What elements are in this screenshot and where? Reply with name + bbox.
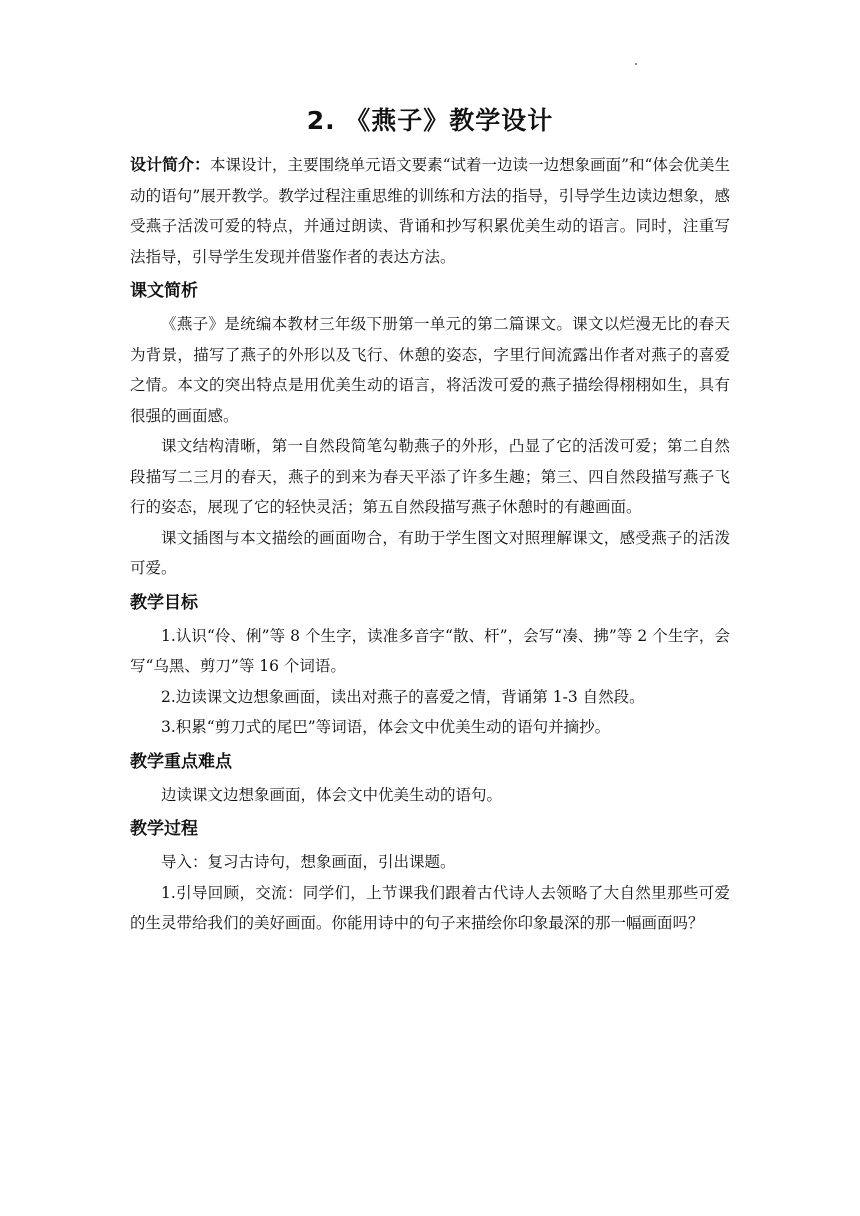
goal-item: 2.边读课文边想象画面，读出对燕子的喜爱之情，背诵第 1-3 自然段。 — [161, 687, 645, 706]
goal-item: 3.积累“剪刀式的尾巴”等词语，体会文中优美生动的语句并摘抄。 — [161, 718, 611, 736]
intro-label: 设计简介： — [130, 155, 211, 174]
process-paragraph: 导入：复习古诗句，想象画面，引出课题。 — [161, 853, 456, 871]
goal-item: 1.认识“伶、俐”等 8 个生字，读准多音字“散、杆”，会写“凑、拂”等 2 个生字，会写“乌黑、剪刀”等 16 个词语。 — [130, 626, 730, 675]
corner-dot — [635, 63, 637, 65]
process-paragraph: 1.引导回顾，交流：同学们，上节课我们跟着古代诗人去领略了大自然里那些可爱的生灵带给我们的美好画面。你能用诗中的句子来描绘你印象最深的那一幅画面吗？ — [130, 883, 730, 932]
analysis-paragraph: 《燕子》是统编本教材三年级下册第一单元的第二篇课文。课文以烂漫无比的春天为背景，描写了燕子的外形以及飞行、休憩的姿态，字里行间流露出作者对燕子的喜爱之情。本文的突出特点是用优美生动的语言，将活泼可爱的燕子描绘得栩栩如生，具有很强的画面感。 — [130, 315, 730, 425]
analysis-paragraph: 课文插图与本文描绘的画面吻合，有助于学生图文对照理解课文，感受燕子的活泼可爱。 — [130, 528, 730, 577]
document-body — [130, 150, 730, 939]
intro-text: 本课设计，主要围绕单元语文要素“试着一边读一边想象画面”和“体会优美生动的语句”展开教学。教学过程注重思维的训练和方法的指导，引导学生边读边想象，感受燕子活泼可爱的特点，并通过朗读、背诵和抄写积累优美生动的语言。同时，注重写法指导，引导学生发现并借鉴作者的表达方法。 — [130, 156, 730, 266]
keypoints-heading: 教学重点难点 — [130, 751, 232, 772]
analysis-heading: 课文简析 — [130, 281, 198, 301]
intro-paragraph — [130, 150, 730, 272]
goals-heading: 教学目标 — [130, 592, 198, 613]
analysis-paragraph: 课文结构清晰，第一自然段简笔勾勒燕子的外形，凸显了它的活泼可爱；第二自然段描写二三月的春天，燕子的到来为春天平添了许多生趣；第三、四自然段描写燕子飞行的姿态，展现了它的轻快灵活；第五自然段描写燕子休憩时的有趣画面。 — [130, 437, 730, 516]
keypoints-text: 边读课文边想象画面，体会文中优美生动的语句。 — [161, 785, 503, 804]
page-title: 2. 《燕子》教学设计 — [306, 106, 554, 135]
process-heading: 教学过程 — [130, 819, 198, 839]
